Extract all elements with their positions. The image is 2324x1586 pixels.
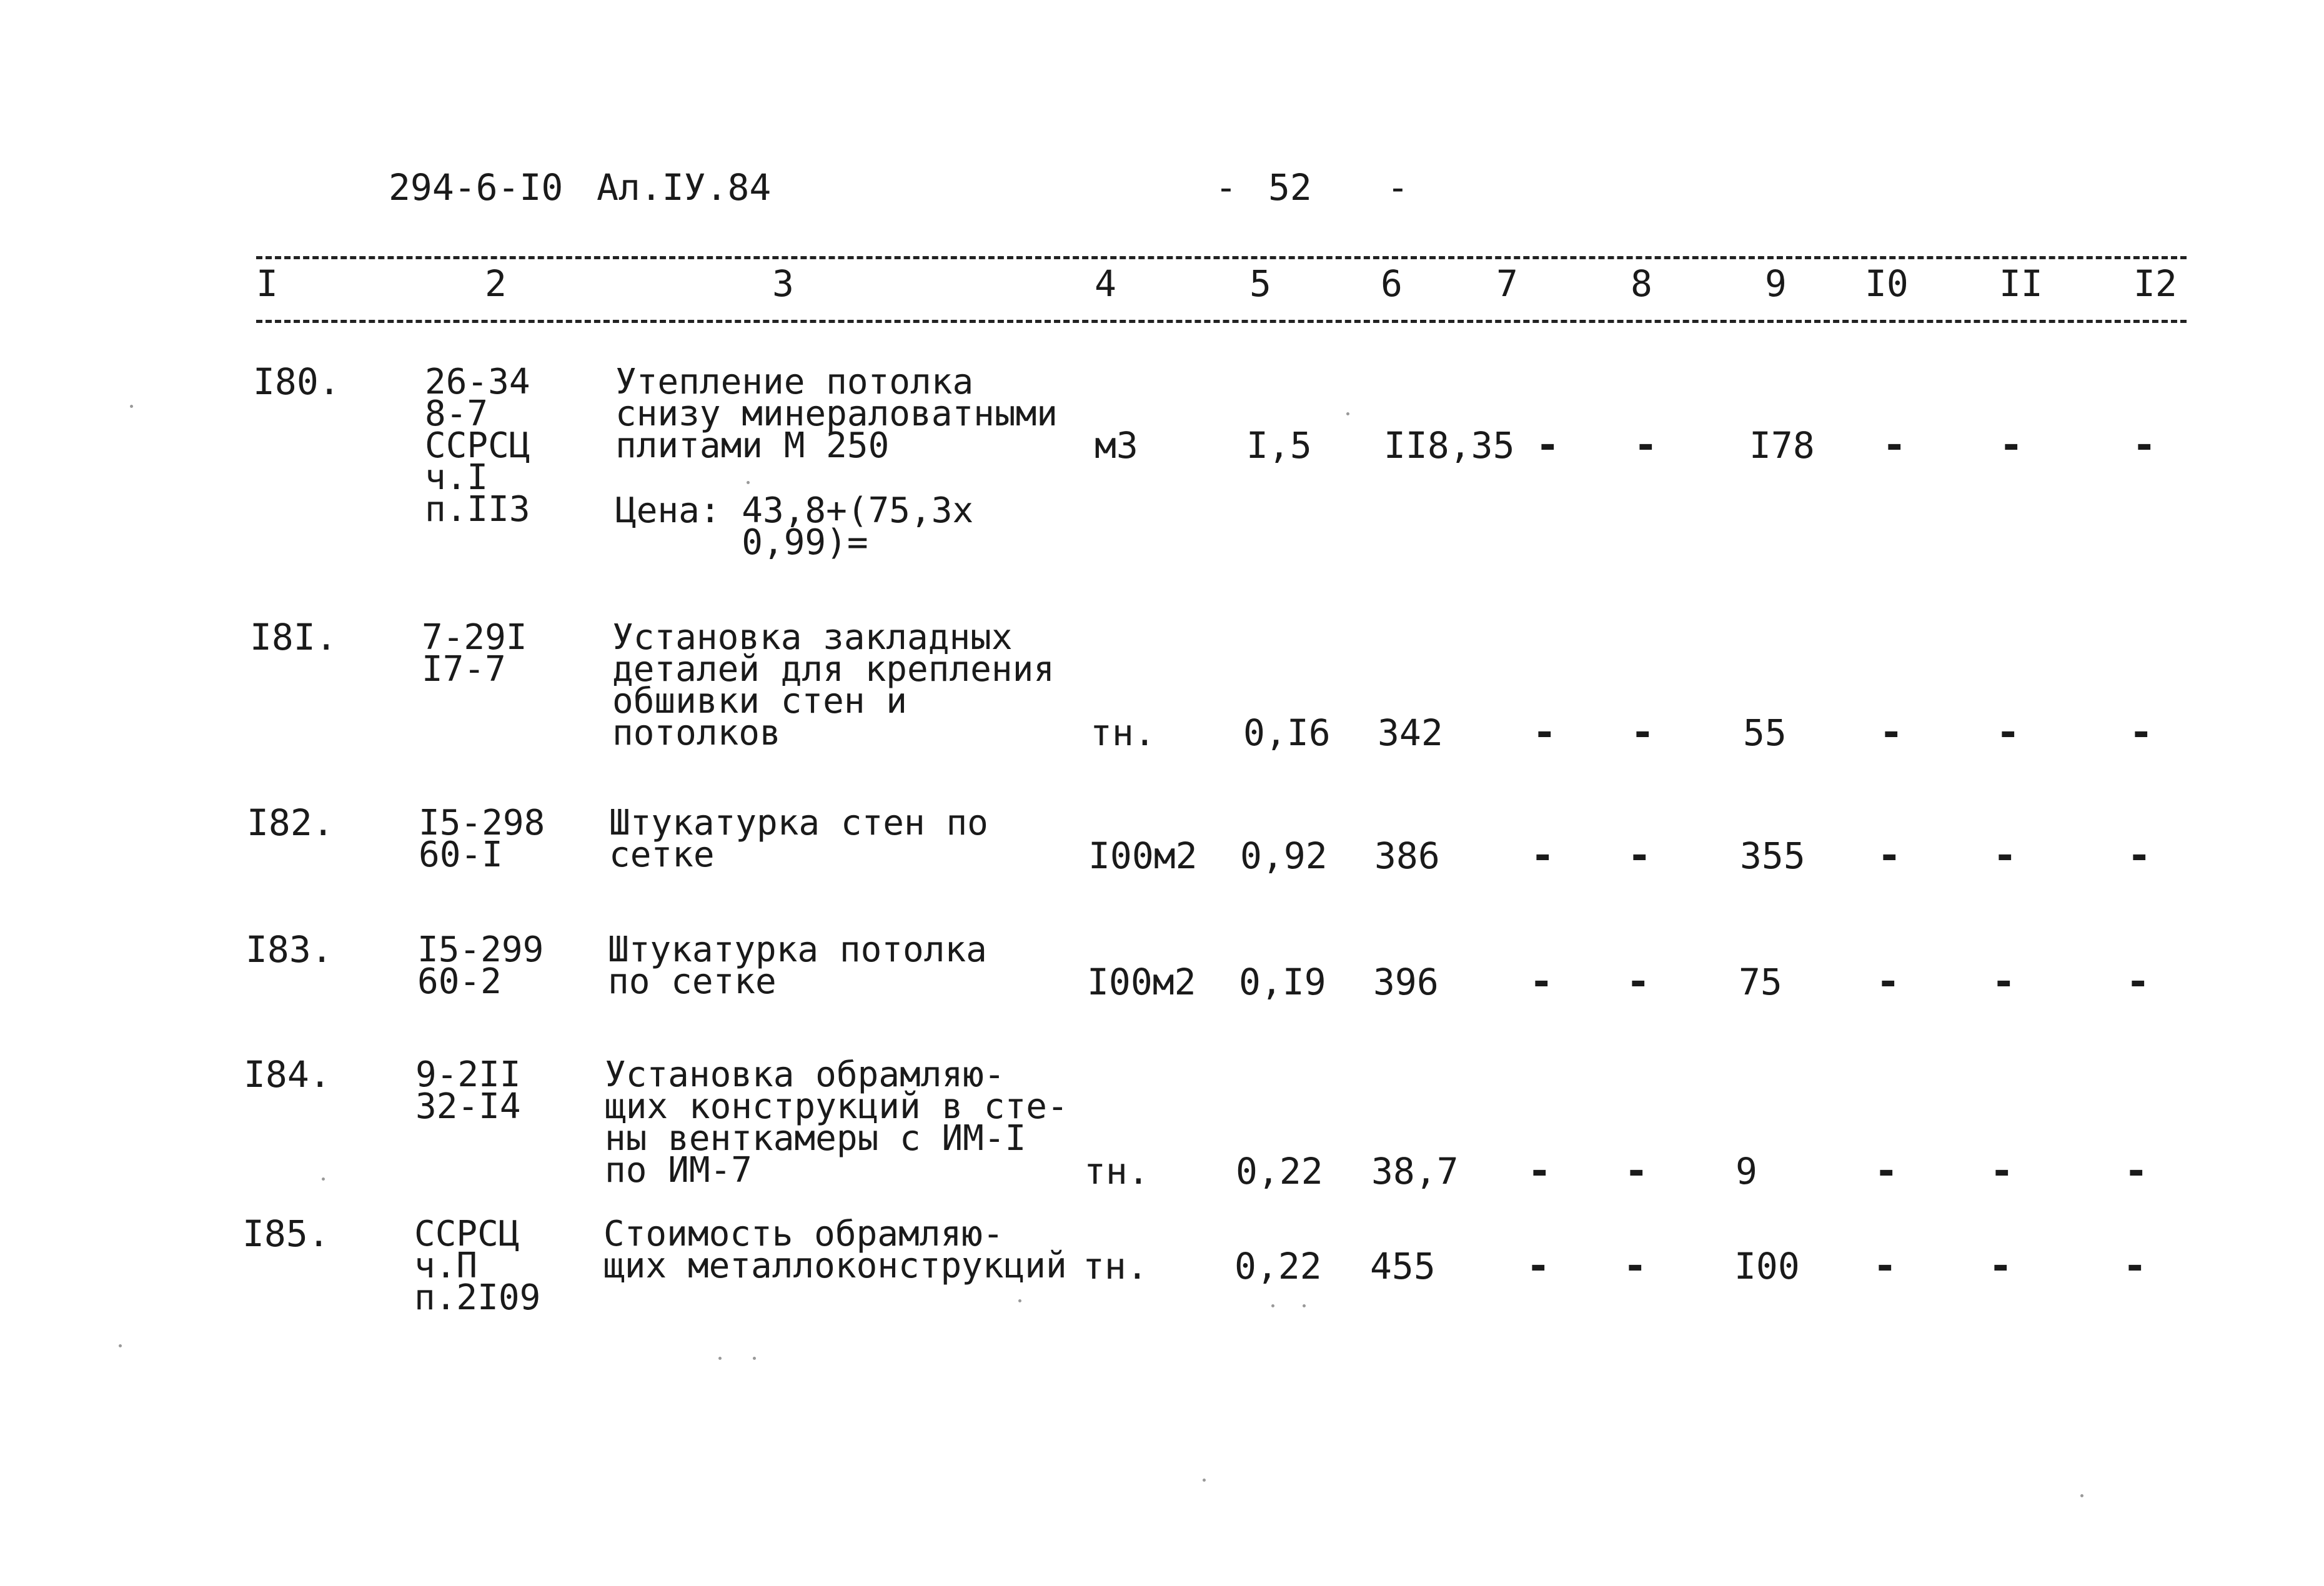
unit: I00м2 bbox=[1087, 961, 1196, 1003]
column-9-value: 9 bbox=[1736, 1150, 1757, 1192]
column-11-value: - bbox=[1999, 422, 2024, 468]
column-11-value: - bbox=[1993, 833, 2017, 879]
work-description: Штукатурка потолка по сетке bbox=[608, 929, 987, 1002]
column-11-value: - bbox=[1996, 710, 2020, 756]
column-10-value: - bbox=[1882, 422, 1907, 468]
scan-speck bbox=[718, 1357, 722, 1360]
work-description: Утепление потолка снизу минераловатными плитами М 250 bbox=[615, 362, 1058, 466]
column-9-value: 75 bbox=[1739, 961, 1782, 1003]
column-7-value: - bbox=[1536, 422, 1560, 468]
header-bottom-rule bbox=[256, 320, 2187, 323]
column-10-value: - bbox=[1873, 1243, 1897, 1289]
scan-speck bbox=[747, 481, 750, 484]
scan-speck bbox=[753, 1357, 756, 1360]
column-11-value: - bbox=[1989, 1243, 2013, 1289]
column-6-value: 386 bbox=[1374, 835, 1440, 877]
column-12-value: - bbox=[2126, 959, 2150, 1005]
norm-code: I5-299 60-2 bbox=[417, 929, 544, 1002]
norm-code: I5-298 60-I bbox=[419, 803, 545, 875]
quantity: 0,I6 bbox=[1243, 711, 1331, 754]
header-top-rule bbox=[256, 256, 2187, 259]
scan-speck bbox=[322, 1177, 325, 1181]
quantity: 0,I9 bbox=[1239, 961, 1326, 1003]
norm-code: 7-29I I7-7 bbox=[422, 617, 527, 690]
unit: I00м2 bbox=[1088, 835, 1198, 877]
row-number: I82. bbox=[247, 801, 334, 844]
scan-speck bbox=[1018, 1299, 1021, 1302]
column-number-6: 6 bbox=[1381, 262, 1403, 305]
column-8-value: - bbox=[1626, 959, 1651, 1005]
column-7-value: - bbox=[1526, 1243, 1551, 1289]
work-description: Стоимость обрамляю- щих металлоконструкций bbox=[603, 1214, 1067, 1286]
column-number-10: I0 bbox=[1865, 262, 1909, 305]
column-10-value: - bbox=[1877, 833, 1902, 879]
column-12-value: - bbox=[2124, 1148, 2148, 1194]
column-7-value: - bbox=[1529, 959, 1554, 1005]
scan-speck bbox=[1303, 1304, 1306, 1307]
row-number: I83. bbox=[246, 928, 333, 971]
scan-speck bbox=[2080, 1494, 2083, 1497]
column-number-8: 8 bbox=[1631, 262, 1652, 305]
column-12-value: - bbox=[2127, 833, 2152, 879]
column-number-1: I bbox=[256, 262, 278, 305]
work-description: Установка закладных деталей для крепления обшивки стен и потолков bbox=[612, 617, 1055, 753]
column-9-value: 55 bbox=[1743, 711, 1787, 754]
column-number-4: 4 bbox=[1095, 262, 1116, 305]
column-number-2: 2 bbox=[485, 262, 507, 305]
column-11-value: - bbox=[1992, 959, 2016, 1005]
scan-speck bbox=[1346, 412, 1349, 415]
page-number-right-dash: - bbox=[1387, 166, 1409, 209]
column-12-value: - bbox=[2123, 1243, 2147, 1289]
scan-speck bbox=[1271, 1304, 1274, 1307]
page-number-left-dash: - bbox=[1215, 166, 1237, 209]
column-number-9: 9 bbox=[1765, 262, 1787, 305]
column-9-value: I00 bbox=[1734, 1245, 1800, 1287]
column-10-value: - bbox=[1876, 959, 1900, 1005]
column-11-value: - bbox=[1990, 1148, 2014, 1194]
album-ref: Ал.IУ.84 bbox=[597, 166, 772, 209]
norm-code: ССРСЦ ч.П п.2I09 bbox=[414, 1214, 541, 1318]
scan-speck bbox=[119, 1344, 122, 1347]
row-number: I84. bbox=[244, 1053, 331, 1096]
unit: тн. bbox=[1083, 1245, 1148, 1287]
column-7-value: - bbox=[1532, 710, 1557, 756]
norm-code: 26-34 8-7 ССРСЦ ч.I п.II3 bbox=[425, 362, 530, 530]
column-8-value: - bbox=[1631, 710, 1655, 756]
page-number: 52 bbox=[1268, 166, 1312, 209]
column-10-value: - bbox=[1879, 710, 1904, 756]
column-6-value: 342 bbox=[1378, 711, 1443, 754]
quantity: I,5 bbox=[1246, 424, 1312, 467]
column-number-7: 7 bbox=[1496, 262, 1518, 305]
work-description: Установка обрамляю- щих конструкций в сте- ны венткамеры с ИМ-I по ИМ-7 bbox=[605, 1054, 1068, 1191]
row-number: I80. bbox=[253, 360, 340, 403]
norm-code: 9-2II 32-I4 bbox=[415, 1054, 521, 1127]
scan-speck bbox=[130, 405, 133, 408]
quantity: 0,92 bbox=[1240, 835, 1328, 877]
column-6-value: 38,7 bbox=[1371, 1150, 1459, 1192]
column-9-value: 355 bbox=[1740, 835, 1805, 877]
column-6-value: II8,35 bbox=[1384, 424, 1515, 467]
column-8-value: - bbox=[1623, 1243, 1647, 1289]
column-9-value: I78 bbox=[1749, 424, 1815, 467]
unit: тн. bbox=[1090, 711, 1156, 754]
column-7-value: - bbox=[1531, 833, 1555, 879]
column-12-value: - bbox=[2132, 422, 2157, 468]
quantity: 0,22 bbox=[1236, 1150, 1323, 1192]
price-note: Цена: 43,8+(75,3х 0,99)= bbox=[615, 490, 974, 563]
column-6-value: 396 bbox=[1373, 961, 1439, 1003]
column-6-value: 455 bbox=[1370, 1245, 1436, 1287]
quantity: 0,22 bbox=[1234, 1245, 1322, 1287]
column-8-value: - bbox=[1634, 422, 1658, 468]
unit: тн. bbox=[1084, 1150, 1150, 1192]
column-8-value: - bbox=[1627, 833, 1652, 879]
column-number-11: II bbox=[1999, 262, 2043, 305]
row-number: I85. bbox=[242, 1212, 330, 1255]
doc-code: 294-6-I0 bbox=[389, 166, 564, 209]
column-number-5: 5 bbox=[1249, 262, 1271, 305]
column-8-value: - bbox=[1624, 1148, 1649, 1194]
scan-speck bbox=[1203, 1479, 1206, 1482]
column-12-value: - bbox=[2129, 710, 2153, 756]
column-10-value: - bbox=[1874, 1148, 1899, 1194]
unit: м3 bbox=[1095, 424, 1138, 467]
column-7-value: - bbox=[1527, 1148, 1552, 1194]
column-number-3: 3 bbox=[772, 262, 794, 305]
column-number-12: I2 bbox=[2133, 262, 2177, 305]
row-number: I8I. bbox=[250, 616, 337, 658]
work-description: Штукатурка стен по сетке bbox=[609, 803, 988, 875]
